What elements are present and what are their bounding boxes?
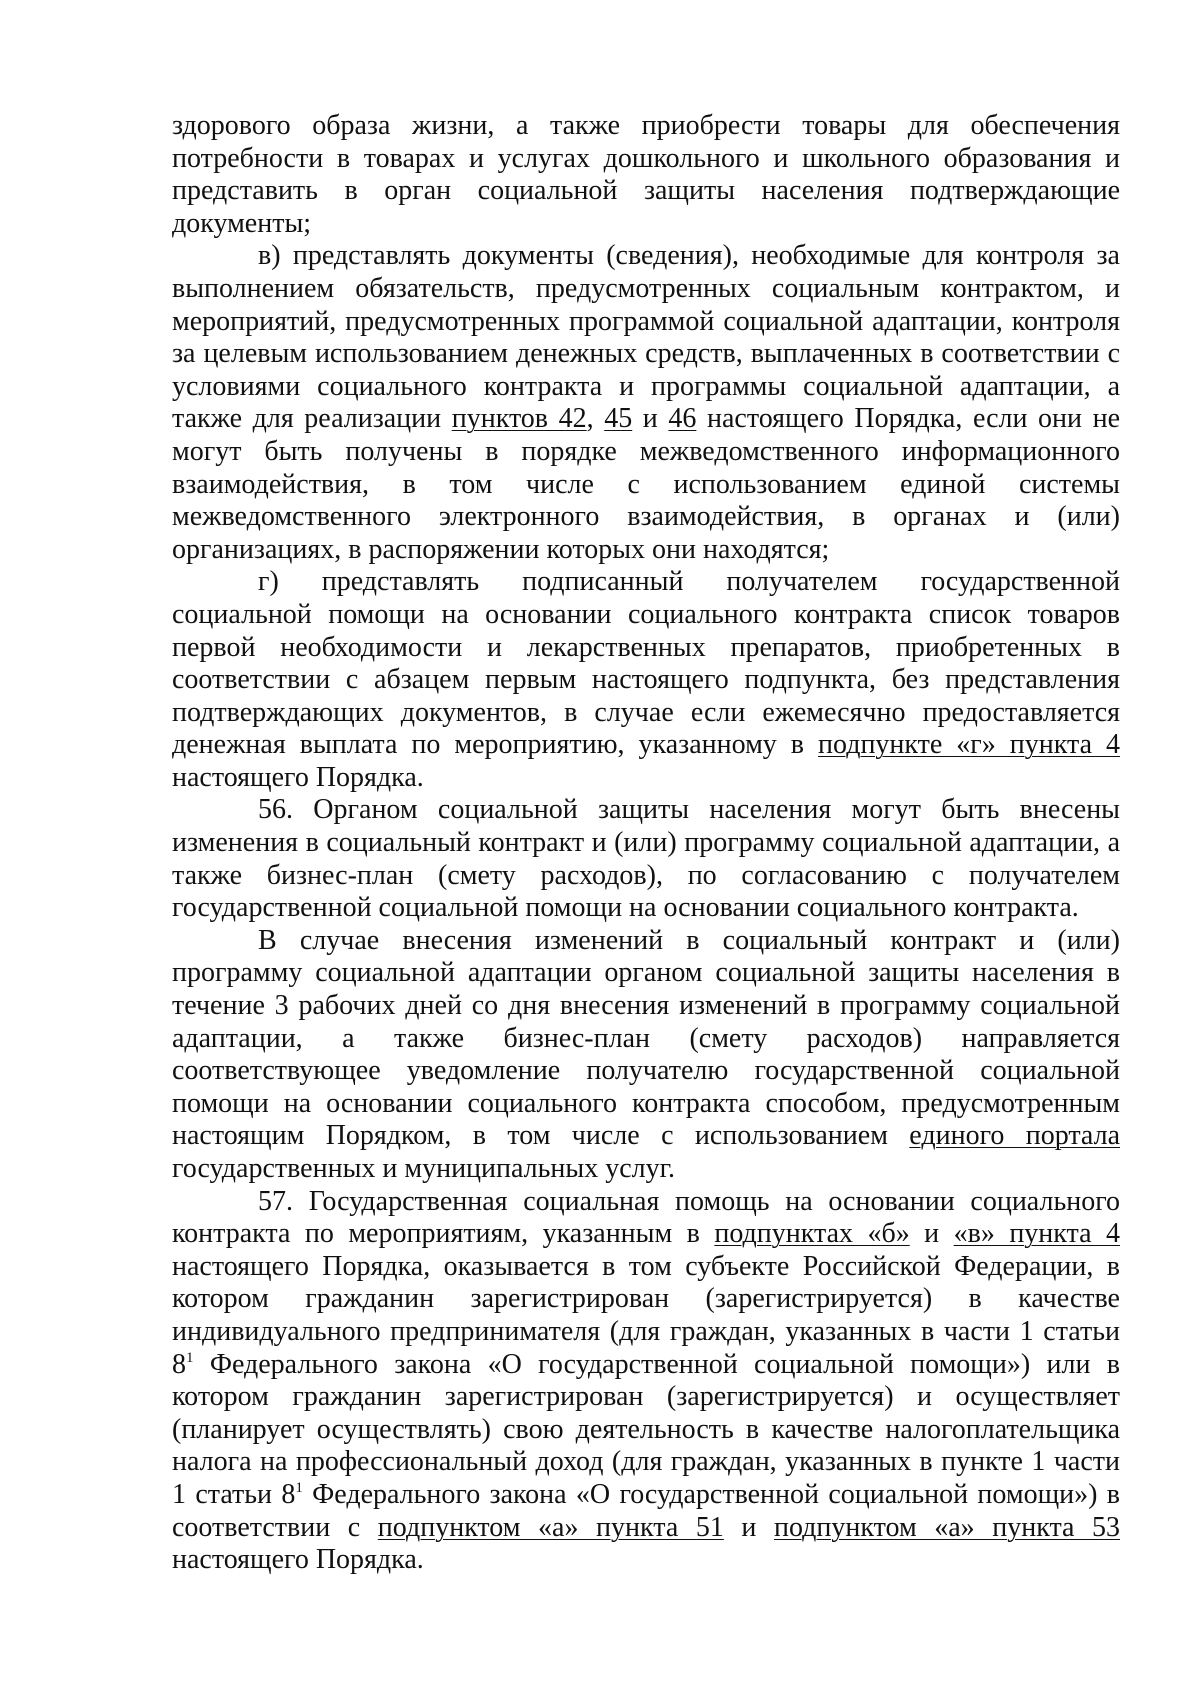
link-punkt-45[interactable]: 45 — [604, 403, 633, 435]
paragraph-text: настоящего Порядка. — [172, 761, 424, 793]
document-page — [172, 110, 1120, 1577]
paragraph-text: настоящего Порядка. — [172, 1544, 424, 1576]
paragraph-56-changes — [172, 925, 1120, 1186]
paragraph-continuation — [172, 110, 1120, 240]
paragraph-56 — [172, 794, 1120, 924]
paragraph-text: в) представлять документы (сведения), необходимые для контроля за выполнением обязательств, предусмотренных социальным контрактом, и мероприятий, предусмотренных программой социальной адаптации, контроля за целевым использованием денежных средств, выплаченных в соответствии с условиями социального контракта и программы социальной адаптации, а также для реализации — [172, 240, 1120, 435]
paragraph-text: г) представлять подписанный получателем государственной социальной помощи на основании социального контракта список товаров первой необходимости и лекарственных препаратов, приобретенных в соответствии с абзацем первым настоящего подпункта, без представления подтверждающих документов, в случае если ежемесячно предоставляется денежная выплата по мероприятию, указанному в — [172, 566, 1120, 761]
link-podpunkt-g-punkt-4[interactable]: подпункте «г» пункта 4 — [818, 729, 1120, 761]
separator-text: , — [586, 403, 605, 435]
paragraph-item-v — [172, 240, 1120, 566]
paragraph-text: Федерального закона «О государственной социальной помощи») или в котором гражданин зарегистрирован (зарегистрируется) и осуществляет (планирует осуществлять) свою деятельность в качестве налогоплательщика налога на профессиональный доход (для граждан, указанных в пункте 1 части 1 статьи 8 — [172, 1348, 1120, 1510]
paragraph-text: здорового образа жизни, а также приобрести товары для обеспечения потребности в товарах и услугах дошкольного и школьного образования и представить в орган социальной защиты населения подтверждающие документы; — [172, 110, 1120, 239]
paragraph-text: Федерального закона «О государственной социальной помощи») в соответствии с — [172, 1478, 1120, 1543]
paragraph-57 — [172, 1186, 1120, 1577]
link-podpunkt-a-punkt-51[interactable]: подпунктом «а» пункта 51 — [377, 1511, 724, 1543]
link-podpunkt-a-punkt-53[interactable]: подпунктом «а» пункта 53 — [773, 1511, 1121, 1543]
separator-text: и — [632, 403, 669, 435]
paragraph-text: государственных и муниципальных услуг. — [172, 1153, 675, 1184]
paragraph-item-g — [172, 566, 1120, 794]
paragraph-text: 57. Государственная социальная помощь на основании социального контракта по мероприятиям, указанным в — [172, 1185, 1120, 1250]
link-podpunkty-b[interactable]: подпунктах «б» — [714, 1218, 910, 1250]
superscript-1: 1 — [295, 1479, 303, 1496]
paragraph-text: В случае внесения изменений в социальный контракт и (или) программу социальной адаптации органом социальной защиты населения в течение 3 рабочих дней со дня внесения изменений в программу социальной адаптации, а также бизнес-план (смету расходов) направляется соответствующее уведомление получателю государственной социальной помощи на основании социального контракта способом, предусмотренным настоящим Порядком, в том числе с использованием — [172, 924, 1120, 1152]
separator-text: и — [723, 1511, 774, 1543]
paragraph-text: 56. Органом социальной защиты населения могут быть внесены изменения в социальный контракт и (или) программу социальной адаптации, а также бизнес-план (смету расходов), по согласованию с получателем государственной социальной помощи на основании социального контракта. — [172, 794, 1120, 924]
separator-text: и — [909, 1218, 954, 1250]
paragraph-text: настоящего Порядка, оказывается в том субъекте Российской Федерации, в котором гражданин зарегистрирован (зарегистрируется) в качестве индивидуального предпринимателя (для граждан, указанных в части 1 статьи 8 — [172, 1250, 1120, 1380]
superscript-1: 1 — [186, 1349, 194, 1366]
paragraph-text: настоящего Порядка, если они не могут быть получены в порядке межведомственного информационного взаимодействия, в том числе с использованием единой системы межведомственного электронного взаимодействия, в органах и (или) организациях, в распоряжении которых они находятся; — [172, 403, 1121, 565]
link-unified-portal[interactable]: единого портала — [909, 1120, 1120, 1152]
link-punkt-46[interactable]: 46 — [668, 403, 697, 435]
link-punkt-42[interactable]: пунктов 42 — [451, 403, 587, 435]
link-v-punkt-4[interactable]: «в» пункта 4 — [953, 1218, 1121, 1250]
